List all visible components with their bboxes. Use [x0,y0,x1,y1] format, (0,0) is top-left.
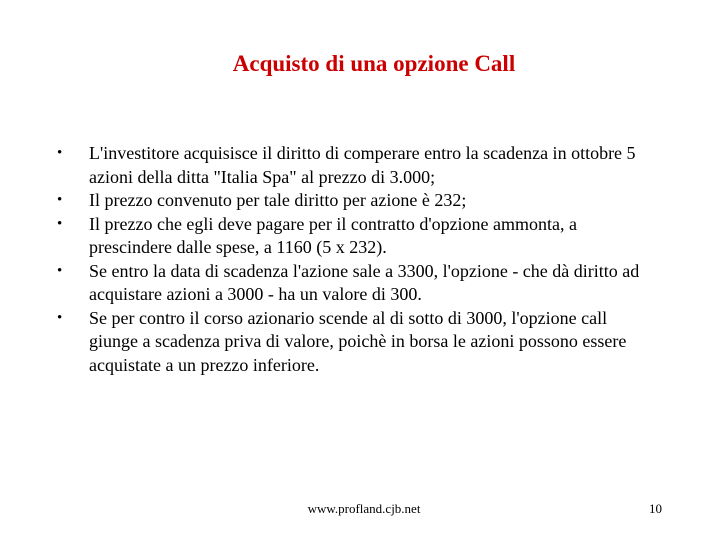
footer-url: www.profland.cjb.net [307,501,421,516]
bullet-item [55,213,655,260]
bullet-item [55,142,655,189]
bullet-dot: • [57,145,63,161]
bullet-dot: • [57,215,63,232]
page-number: 10 [649,501,662,516]
bullet-dot: • [57,192,63,208]
bullet-item [55,307,655,378]
slide-title: Acquisto di una opzione Call [232,51,516,76]
bullet-text: L'investitore acquisisce il diritto di comperare entro la scadenza in ottobre 5 azioni della ditta "Italia Spa" al prezzo di 3.000; [89,143,636,187]
bullet-list [55,142,655,377]
bullet-dot: • [57,262,63,279]
bullet-text: Se per contro il corso azionario scende al di sotto di 3000, l'opzione call giunge a scadenza priva di valore, poichè in borsa le azioni possono essere acquistate a un prezzo inferiore. [89,307,627,375]
bullet-text: Il prezzo che egli deve pagare per il contratto d'opzione ammonta, a prescindere dalle spese, a 1160 (5 x 232). [89,213,578,257]
bullet-text: Il prezzo convenuto per tale diritto per azione è 232; [89,190,467,210]
bullet-item [55,260,655,307]
bullet-item [55,189,655,213]
bullet-dot: • [57,309,63,326]
bullet-text: Se entro la data di scadenza l'azione sale a 3300, l'opzione - che dà diritto ad acquistare azioni a 3000 - ha un valore di 300. [89,260,640,304]
